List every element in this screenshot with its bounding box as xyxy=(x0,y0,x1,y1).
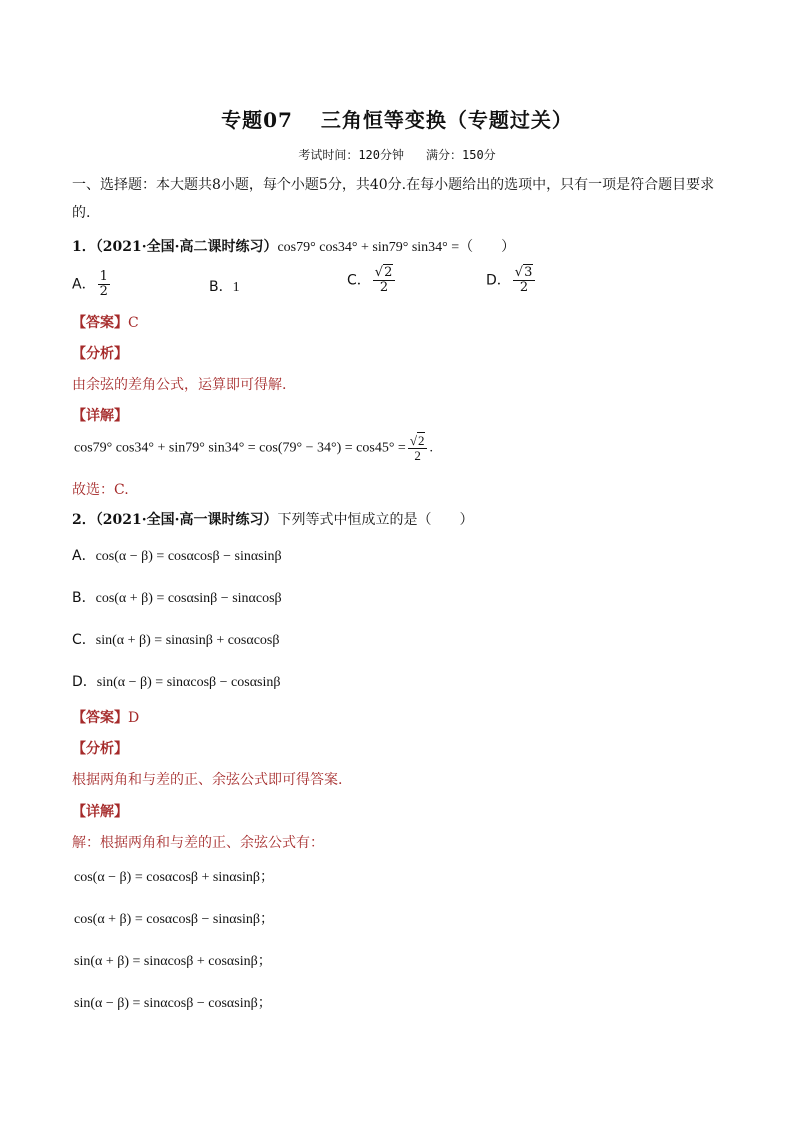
question-2-analysis-tag: 【分析】 xyxy=(72,741,128,757)
fraction-numerator xyxy=(408,434,428,449)
radicand: 2 xyxy=(417,433,425,448)
question-1-analysis-tag: 【分析】 xyxy=(72,346,128,362)
title-topic-name: 三角恒等变换（专题过关） xyxy=(320,108,573,132)
question-1-source: 1．（2021·全国·高二课时练习） xyxy=(72,239,278,255)
section-intro: 一、选择题：本大题共8小题，每个小题5分，共40分.在每小题给出的选项中，只有一项是符合题目要求的. xyxy=(72,177,715,221)
fraction xyxy=(408,434,428,463)
question-2-detail-intro: 解：根据两角和与差的正、余弦公式有： xyxy=(72,835,324,851)
question-2-analysis: 根据两角和与差的正、余弦公式即可得答案. xyxy=(72,772,343,788)
question-2-source: 2．（2021·全国·高一课时练习） xyxy=(72,512,278,528)
option-label: D． xyxy=(486,272,511,289)
answer-value: D xyxy=(128,710,140,726)
question-2-option-a xyxy=(72,545,282,565)
title-topic-number: 专题07 xyxy=(221,108,293,132)
question-2-option-b xyxy=(72,587,282,607)
question-1-stem: cos79° cos34° + sin79° sin34° =（ ） xyxy=(277,240,516,255)
option-expression: cos(α − β) = cosαcosβ − sinαsinβ xyxy=(95,549,282,564)
question-2-option-d xyxy=(72,671,281,691)
detail-expression: cos79° cos34° + sin79° sin34° = cos(79° − 34°) = cos45° = xyxy=(74,440,406,456)
fraction-numerator xyxy=(373,266,396,281)
option-label: A． xyxy=(72,276,96,293)
question-2-answer xyxy=(72,707,139,727)
question-2-formula-1: cos(α − β) = cosαcosβ + sinαsinβ； xyxy=(74,870,275,885)
fraction-denominator: 2 xyxy=(414,448,421,463)
option-label: A． xyxy=(72,548,96,564)
question-2-detail-tag: 【详解】 xyxy=(72,804,128,820)
fraction xyxy=(513,266,536,295)
answer-value: C xyxy=(128,315,139,331)
option-label: C． xyxy=(72,632,96,648)
option-expression: sin(α + β) = sinαsinβ + cosαcosβ xyxy=(95,633,280,648)
radicand: 3 xyxy=(524,265,533,280)
sqrt-icon: √ xyxy=(514,265,524,280)
question-2-stem: 下列等式中恒成立的是（ ） xyxy=(277,512,474,528)
option-label: C． xyxy=(347,272,371,289)
option-expression: cos(α + β) = cosαsinβ − sinαcosβ xyxy=(95,591,282,606)
sqrt-icon: √ xyxy=(409,433,417,448)
question-1-analysis: 由余弦的差角公式，运算即可得解. xyxy=(72,377,287,393)
fraction-numerator: 1 xyxy=(99,269,108,284)
question-1-conclusion: 故选：C. xyxy=(72,482,129,498)
exam-score: 满分：150分 xyxy=(426,148,496,162)
question-1-detail-expression xyxy=(74,434,433,463)
exam-info xyxy=(0,146,794,163)
fraction xyxy=(373,266,396,295)
fraction-denominator: 2 xyxy=(379,280,389,295)
answer-tag: 【答案】 xyxy=(72,710,128,726)
question-1-option-c xyxy=(347,266,397,295)
exam-time: 考试时间：120分钟 xyxy=(298,148,404,162)
fraction-denominator: 2 xyxy=(99,284,108,299)
question-1-option-a xyxy=(72,270,112,299)
question-2-formula-4: sin(α − β) = sinαcosβ − cosαsinβ； xyxy=(74,996,272,1011)
answer-tag: 【答案】 xyxy=(72,315,128,331)
question-1-option-b xyxy=(209,276,240,296)
option-label: B． xyxy=(209,279,233,295)
question-2-option-c xyxy=(72,629,280,649)
fraction-numerator xyxy=(513,266,536,281)
fraction-denominator: 2 xyxy=(519,280,529,295)
question-2-header xyxy=(72,509,473,529)
option-label: D． xyxy=(72,674,97,690)
option-expression: sin(α − β) = sinαcosβ − cosαsinβ xyxy=(96,675,281,690)
option-label: B． xyxy=(72,590,96,606)
option-value: 1 xyxy=(232,280,240,295)
question-2-formula-2: cos(α + β) = cosαcosβ − sinαsinβ； xyxy=(74,912,275,927)
page-title xyxy=(0,104,794,133)
question-1-detail-tag: 【详解】 xyxy=(72,408,128,424)
radicand: 2 xyxy=(384,265,393,280)
sqrt-icon: √ xyxy=(374,265,384,280)
fraction xyxy=(98,270,110,299)
period: . xyxy=(429,440,433,456)
question-1-answer xyxy=(72,312,139,332)
question-2-formula-3: sin(α + β) = sinαcosβ + cosαsinβ； xyxy=(74,954,272,969)
question-1-option-d xyxy=(486,266,537,295)
question-1-header xyxy=(72,236,515,256)
